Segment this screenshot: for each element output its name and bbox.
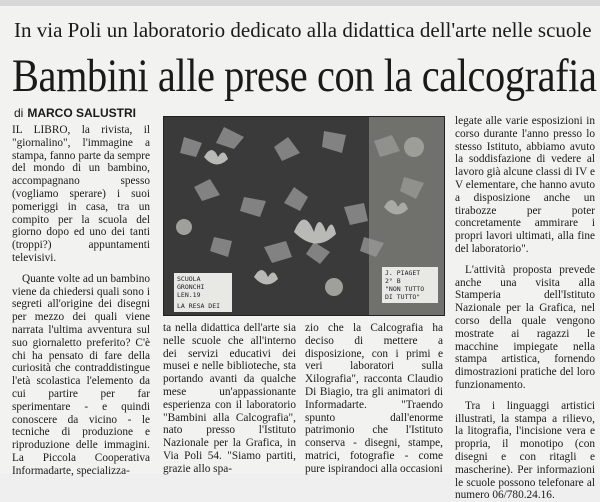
article-kicker: In via Poli un laboratorio dedicato alla didattica dell'arte nelle scuole [14, 18, 592, 42]
column-1-paragraph-1: IL LIBRO, la rivista, il "giornalino", l'immagine a stampa, fanno parte da sempre del mondo di un bambino, accompagnano spesso (vogliamo sperare) i suoi pomeriggi in casa, tra un compito per la scuola del giorno dopo ed uno dei tanti (troppi?) appuntamenti televisivi. [12, 124, 150, 264]
photo-sign-piaget: J. PIAGET 2° B "NON TUTTO DI TUTTO" [382, 267, 438, 303]
column-3 [305, 322, 443, 475]
byline-prefix: di [14, 106, 24, 120]
column-right [455, 115, 596, 502]
column-right-paragraph-3: Tra i linguaggi artistici illustrati, la stampa a rilievo, la litografia, l'incisione vera e propria, il monotipo (con disegni e con ritagli e mascherine). Per informazioni le scuole possono telefonare al numero 06/780.24.16. [455, 399, 595, 502]
photo-sign-school: SCUOLA GRONCHI LEN.19 [174, 273, 232, 301]
column-2 [163, 322, 296, 475]
article-photo [163, 116, 445, 316]
byline [14, 106, 136, 120]
column-right-paragraph-1: legate alle varie esposizioni in corso durante l'anno presso lo stesso Istituto, abbiamo avuto la soddisfazione di vedere al lavoro già alcune classi di IV e V elementare, che hanno avuto a disposizione anche un tirabozze per poter concretamente ammirare i propri lavori ultimati, alla fine del laboratorio". [455, 115, 596, 255]
byline-author: MARCO SALUSTRI [27, 106, 137, 120]
page-top-rule [0, 0, 600, 6]
column-3-text: zio che la Calcografia ha deciso di mettere a disposizione, con i primi e veri laboratori sulla Xilografia", racconta Claudio Di Biagio, tra gli animatori di Informadarte. "Traendo spunto dall'enorme patrimonio che l'Istituto conserva - disegni, stampe, matrici, fotografie - come pure ispirandoci alla occasioni [305, 322, 443, 475]
article-headline: Bambini alle prese con la calcografia [12, 50, 597, 102]
column-1 [12, 124, 151, 477]
column-2-text: ta nella didattica dell'arte sia nelle scuole che all'interno dei servizi educativi dei musei e nelle biblioteche, sta portando avanti da qualche mese un'appassionante esperienza con il laboratorio "Bambini alla Calcografia", nato presso l'Istituto Nazionale per la Grafica, in Via Poli 54. "Siamo partiti, grazie allo spa- [163, 322, 296, 475]
column-right-paragraph-2: L'attività proposta prevede anche una visita alla Stamperia dell'Istituto Nazionale per la Grafica, nel corso della quale vengono mostrate ai ragazzi le macchine impiegate nella stampa artistica, fornendo dimostrazioni pratiche del loro funzionamento. [455, 263, 595, 391]
photo-sign-bottom: LA RESA DEI [174, 300, 232, 312]
column-1-paragraph-2: Quante volte ad un bambino viene da chiedersi quali sono i segreti all'origine dei disegni per mezzo dei quali viene narrata l'ultima avventura sul suo giornaletto preferito? C'è chi ha pensato di fare della curiosità che contraddistingue l'età scolastica l'elemento da cui partire per far sperimentare - e quindi conoscere da vicino - le tecniche di produzione e riproduzione delle immagini. La Piccola Cooperativa Informadarte, specializza- [12, 272, 151, 477]
